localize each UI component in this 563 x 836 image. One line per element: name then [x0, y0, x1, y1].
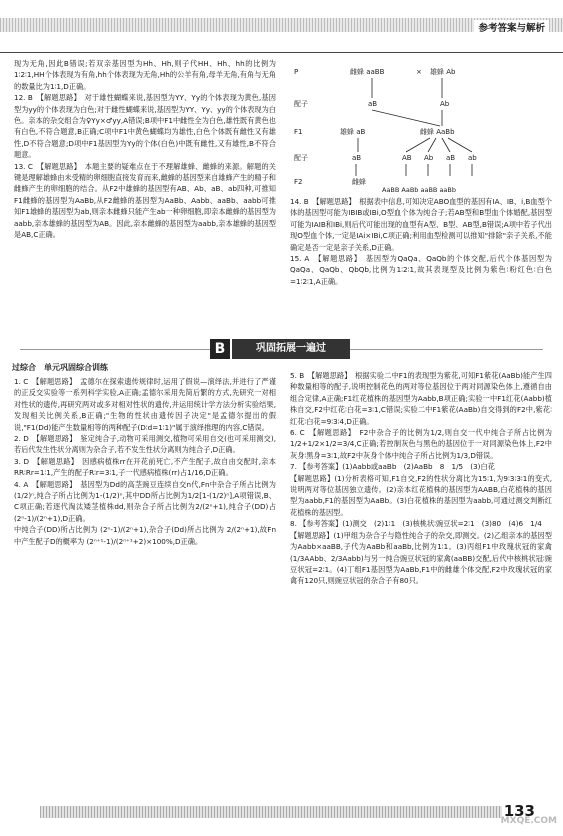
section-title: 巩固拓展一遍过 — [232, 339, 350, 359]
paragraph: 15. A 【解题思路】 基因型为QaQa、QaQb的个体交配,后代个体基因型为QaQa、QaQb、QbQb,比例为1∶2∶1,故其表现型及比例为紫色∶粉红色∶白色=1∶2∶1,A正确。 — [290, 254, 552, 286]
header-rule — [0, 52, 563, 53]
genetics-diagram — [290, 60, 550, 195]
gamete-g1: aB — [352, 154, 362, 162]
f2-genotypes: AaBB AaBb aaBB aaBb — [382, 186, 456, 194]
f1-male: 雄蜂 aB — [340, 128, 366, 136]
paragraph: 2. D 【解题思路】 鉴定纯合子,动物可采用测交,植物可采用自交(也可采用测交),若后代发生性状分离则为杂合子,若不发生性状分离则为纯合子,D正确。 — [14, 434, 276, 455]
paragraph: 8. 【参考答案】(1)测交 (2)1∶1 (3)核桃状∶豌豆状=2∶1 (3)80 (4)6 1/4 — [290, 519, 542, 529]
paragraph: 13. C 【解题思路】 本题主要的疑难点在于不理解雄蜂、雌蜂的来源。解题的关键是理解雄蜂由未受精的卵细胞直接发育而来,雌蜂的基因型来自雄蜂产生的精子和雌蜂产生的卵细胞的结合。从F2中雄蜂的基因型有AB、Ab、aB、ab四种,可推知F1雌蜂的基因型为AaBb,从F2雌蜂的基因型为AaBb、Aabb、aaBb、aabb可推知F1雄蜂的基因型为ab,则亲本雌蜂只能产生ab一种卵细胞,即亲本雌蜂的基因型为aabb,亲本雄蜂的基因型为AB。因此,亲本雌蜂的基因型为aabb,亲本雄蜂的基因型是AB,C正确。 — [14, 161, 276, 240]
page-footer — [0, 790, 563, 836]
paragraph: 现为无角,因此B错误;若双亲基因型为Hh、Hh,则子代HH、Hh、hh的比例为1∶2∶1,HH个体表现为有角,hh个体表现为无角,Hh的公羊有角,母羊无角,有角与无角的数量比为1∶1,D正确。 — [14, 59, 276, 91]
parent-male: 雄蜂 Ab — [430, 68, 456, 76]
right-bottom-column — [290, 370, 552, 587]
paragraph: 【解题思路】(1)分析表格可知,F1自交,F2的性状分离比为15∶1,为9∶3∶3∶1的变式,说明两对等位基因独立遗传。(2)亲本红花植株的基因型为AABB,白花植株的基因型为aabb,F1的基因型为AaBb。(3)白花植株的基因型为aabb,可通过测交判断红花植株的基因型。 — [290, 473, 552, 517]
right-top-column — [290, 196, 552, 287]
section-letter: B — [210, 339, 230, 359]
watermark: MXQE.COM — [500, 816, 557, 826]
paragraph: 6. C 【解题思路】 F2中杂合子的比例为1/2,则自交一代中纯合子所占比例为1/2+1/2×1/2=3/4,C正确;若控制灰色与黑色的基因位于一对同源染色体上,F2中灰身∶黑身=3∶1,故F2中灰身个体中纯合子所占比例为1/3,D错误。 — [290, 428, 552, 460]
paragraph: 中纯合子(DD)所占比例为 (2ⁿ-1)/(2ⁿ+1),杂合子(Dd)所占比例为 2/(2ⁿ+1),故Fn中产生配子D的概率为 (2ⁿ⁺¹-1)/(2ⁿ⁺¹+2)×100%,D正确。 — [14, 525, 276, 546]
gamete-g4: aB — [446, 154, 456, 162]
paragraph: 5. B 【解题思路】 根据实验二中F1的表现型为紫花,可知F1紫花(AaBb)能产生四种数量相等的配子,说明控制花色的两对等位基因位于两对同源染色体上,遵循自由组合定律,A正确;F1红花植株的基因型为Aabb,B项正确;实验一中F1红花(Aabb)植株自交,F2中红花∶白花=3∶1,C错误;实验二中F1紫花(AaBb)自交得到的F2中,紫花∶红花∶白花=9∶3∶4,D正确。 — [290, 371, 552, 426]
paragraph: 4. A 【解题思路】 基因型为Dd的高茎豌豆连续自交n代,Fn中杂合子所占比例为(1/2)ⁿ,纯合子所占比例为1-(1/2)ⁿ,其中DD所占比例为1/2[1-(1/2)ⁿ],A项错误,B、C项正确;若逐代淘汰矮茎植株dd,则杂合子所占比例为2/(2ⁿ+1),纯合子(DD)占(2ⁿ-1)/(2ⁿ+1),D正确。 — [14, 479, 276, 523]
left-bottom-column — [14, 376, 276, 547]
label-f1: F1 — [294, 128, 303, 136]
paragraph: 14. B 【解题思路】 根据表中信息,可知决定ABO血型的基因有IA、IB、i,B血型个体的基因型可能为IBIB或IBi,O型血个体为纯合子;若AB型和B型血个体婚配,基因型可能为IAIB和IBi,则后代可能出现的血型有A型、B型、AB型,B错误;A项中若子代出现O型血个体,一定是IAi×IBi,C项正确;利用血型检测可以推知"排除"亲子关系,不能确定是否一定是亲子关系,D正确。 — [290, 197, 552, 252]
f2-female: 雌蜂 — [352, 178, 366, 186]
label-p: P — [294, 68, 299, 76]
paragraph: 7. 【参考答案】(1)Aabb或aaBb (2)AaBb 8 1/5 (3)白花 — [290, 462, 495, 472]
paragraph: 【解题思路】(1)甲组为杂合子与隐性纯合子的杂交,即测交。(2)乙组亲本的基因型为Aabb×aaBB,子代为AaBb和aaBb,比例为1∶1。(3)丙组F1中玫瑰状冠的家禽(1/3AAbb、2/3Aabb)与另一纯合豌豆状冠的家禽(aaBB)交配,后代中核桃状冠∶豌豆状冠=2∶1。(4)丁组F1基因型为AaBb,F1中的雌雄个体交配,F2中玫瑰状冠的家禽有120只,则豌豆状冠的杂合子有80只。 — [290, 530, 552, 586]
label-gamete: 配子 — [294, 100, 308, 108]
left-top-column — [14, 58, 276, 241]
parent-female: 雌蜂 aaBB — [350, 68, 385, 76]
gamete-g3: Ab — [424, 154, 434, 162]
gamete-1: aB — [368, 100, 378, 108]
subsection-title: 过综合 单元巩固综合训练 — [12, 363, 108, 372]
section-banner — [0, 335, 563, 363]
paragraph: 1. C 【解题思路】 孟德尔在探索遗传规律时,运用了假说—演绎法,并进行了严谨的正反交实验等一系列科学实验,A正确;孟德尔采用先简后繁的方式,先研究一对相对性状的遗传,再研究两对或多对相对性状的遗传,并运用统计学方法分析实验结果,发现相关比例关系,B正确;"生物的性状由遗传因子决定"是孟德尔提出的假说,"F1(Dd)能产生数量相等的两种配子(D∶d=1∶1)"属于演绎推理的内容,C错误。 — [14, 377, 276, 432]
header-title: 参考答案与解析 — [474, 20, 549, 34]
diagram-svg — [290, 60, 550, 195]
footer-band — [40, 806, 523, 818]
paragraph: 12. B 【解题思路】 对于雄性蝴蝶来说,基因型为YY、Yy的个体表现为黄色,基因型为yy的个体表现为白色;对于雌性蝴蝶来说,基因型为YY、Yy、yy的个体表现为白色。亲本的杂交组合为♀Yy×♂yy,A错误;B项中F1中雌性全为白色,雄性既有黄色也有白色,不符合题意,B正确;C项中F1中黄色蝴蝶均为雄性,白色个体既有雌性又有雄性,D不符合题意;D项中F1基因型为Yy的个体(白色)中既有雌性,又有雄性,B不符合题意。 — [14, 93, 276, 160]
label-f2: F2 — [294, 178, 303, 186]
gamete-g2: AB — [402, 154, 412, 162]
page-number: 133 — [503, 802, 535, 820]
paragraph: 3. D 【解题思路】 因感病植株rr在开花前死亡,不产生配子,故自由交配时,亲本RR∶Rr=1∶1,产生的配子R∶r=3∶1,子一代感病植株(rr)占1/16,D正确。 — [14, 456, 276, 478]
section-box — [210, 339, 350, 359]
label-gamete-2: 配子 — [294, 154, 308, 162]
f1-female: 雌蜂 AaBb — [420, 128, 455, 136]
gamete-g5: ab — [468, 154, 477, 162]
cross-symbol: × — [416, 68, 422, 76]
page-header — [0, 0, 563, 60]
gamete-2: Ab — [440, 100, 450, 108]
